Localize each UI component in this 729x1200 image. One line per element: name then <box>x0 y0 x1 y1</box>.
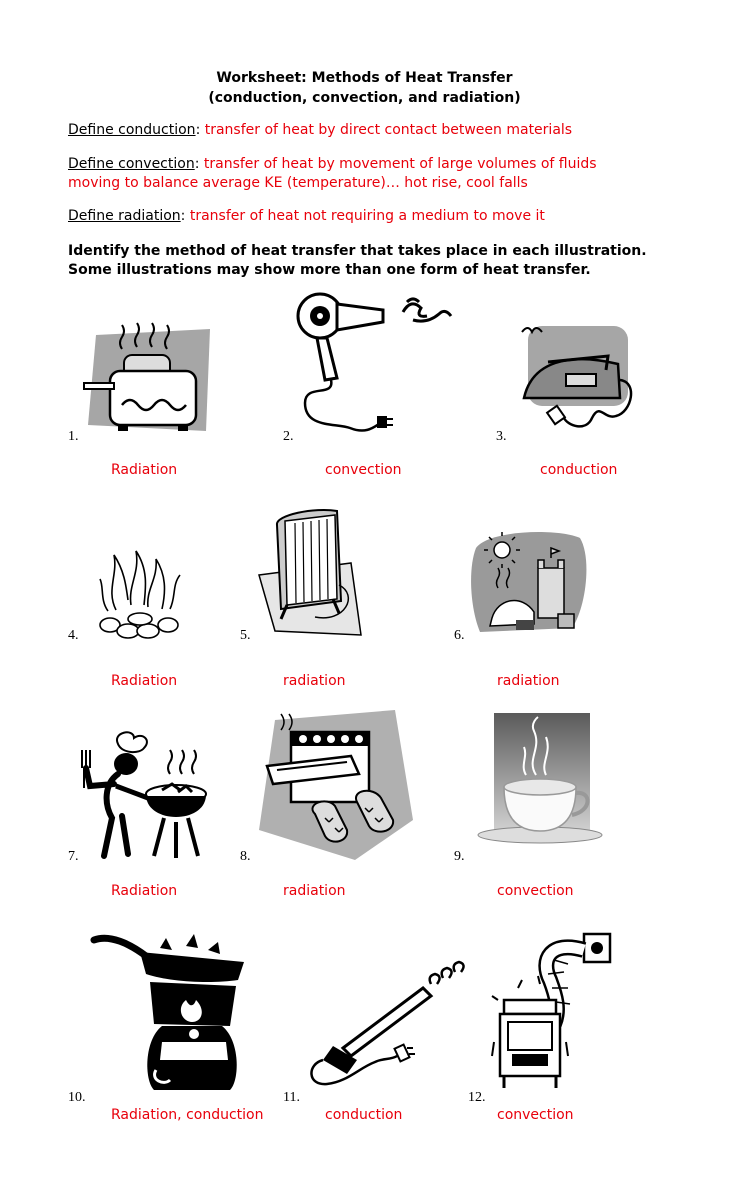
space-heater-icon <box>255 505 365 640</box>
item-number: 8. <box>240 849 251 864</box>
item-number: 5. <box>240 628 251 643</box>
curling-iron-icon <box>303 958 468 1093</box>
item-answer: convection <box>325 462 402 478</box>
definition-answer: transfer of heat by movement of large volumes of fluids moving to balance average KE (temperature)… hot rise, cool falls <box>68 156 597 191</box>
item-number: 3. <box>496 429 507 444</box>
iron-icon <box>508 322 638 437</box>
wood-stove-icon <box>490 930 615 1095</box>
oven-icon <box>255 710 415 865</box>
item-number: 10. <box>68 1090 86 1105</box>
item-number: 6. <box>454 628 465 643</box>
item-answer: Radiation <box>111 462 178 478</box>
coffee-cup-icon <box>476 713 602 848</box>
item-answer: conduction <box>325 1107 403 1123</box>
item-number: 12. <box>468 1090 486 1105</box>
item-number: 4. <box>68 628 79 643</box>
item-number: 7. <box>68 849 79 864</box>
worksheet-title: Worksheet: Methods of Heat Transfer <box>216 70 513 86</box>
definition-term: Define radiation <box>68 208 181 224</box>
definition-term: Define conduction <box>68 122 196 138</box>
toaster-icon <box>82 325 212 435</box>
definition-convection: Define convection: transfer of heat by movement of large volumes of fluids moving to balance average KE (temperature)… hot rise, cool falls <box>68 156 597 191</box>
frying-pan-stove-icon <box>90 930 250 1100</box>
item-answer: radiation <box>283 673 346 689</box>
item-answer: Radiation, conduction <box>111 1107 264 1123</box>
campfire-icon <box>96 545 186 640</box>
definition-answer: transfer of heat not requiring a medium to move it <box>189 208 545 224</box>
item-number: 1. <box>68 429 79 444</box>
definition-radiation: Define radiation: transfer of heat not requiring a medium to move it <box>68 208 545 224</box>
worksheet-subtitle: (conduction, convection, and radiation) <box>208 90 521 106</box>
item-answer: convection <box>497 883 574 899</box>
barbecue-grill-icon <box>78 728 208 863</box>
item-number: 9. <box>454 849 465 864</box>
item-answer: Radiation <box>111 673 178 689</box>
item-answer: convection <box>497 1107 574 1123</box>
instructions: Identify the method of heat transfer that takes place in each illustration. Some illustrations may show more than one form of heat transfer. <box>68 243 647 278</box>
item-answer: radiation <box>497 673 560 689</box>
item-number: 11. <box>283 1090 300 1105</box>
hair-dryer-icon <box>295 288 460 440</box>
item-answer: Radiation <box>111 883 178 899</box>
item-number: 2. <box>283 429 294 444</box>
definition-answer: transfer of heat by direct contact between materials <box>204 122 573 138</box>
definition-conduction: Define conduction: transfer of heat by direct contact between materials <box>68 122 573 138</box>
item-answer: radiation <box>283 883 346 899</box>
definition-term: Define convection <box>68 156 195 172</box>
sun-beach-icon <box>468 528 593 638</box>
item-answer: conduction <box>540 462 618 478</box>
